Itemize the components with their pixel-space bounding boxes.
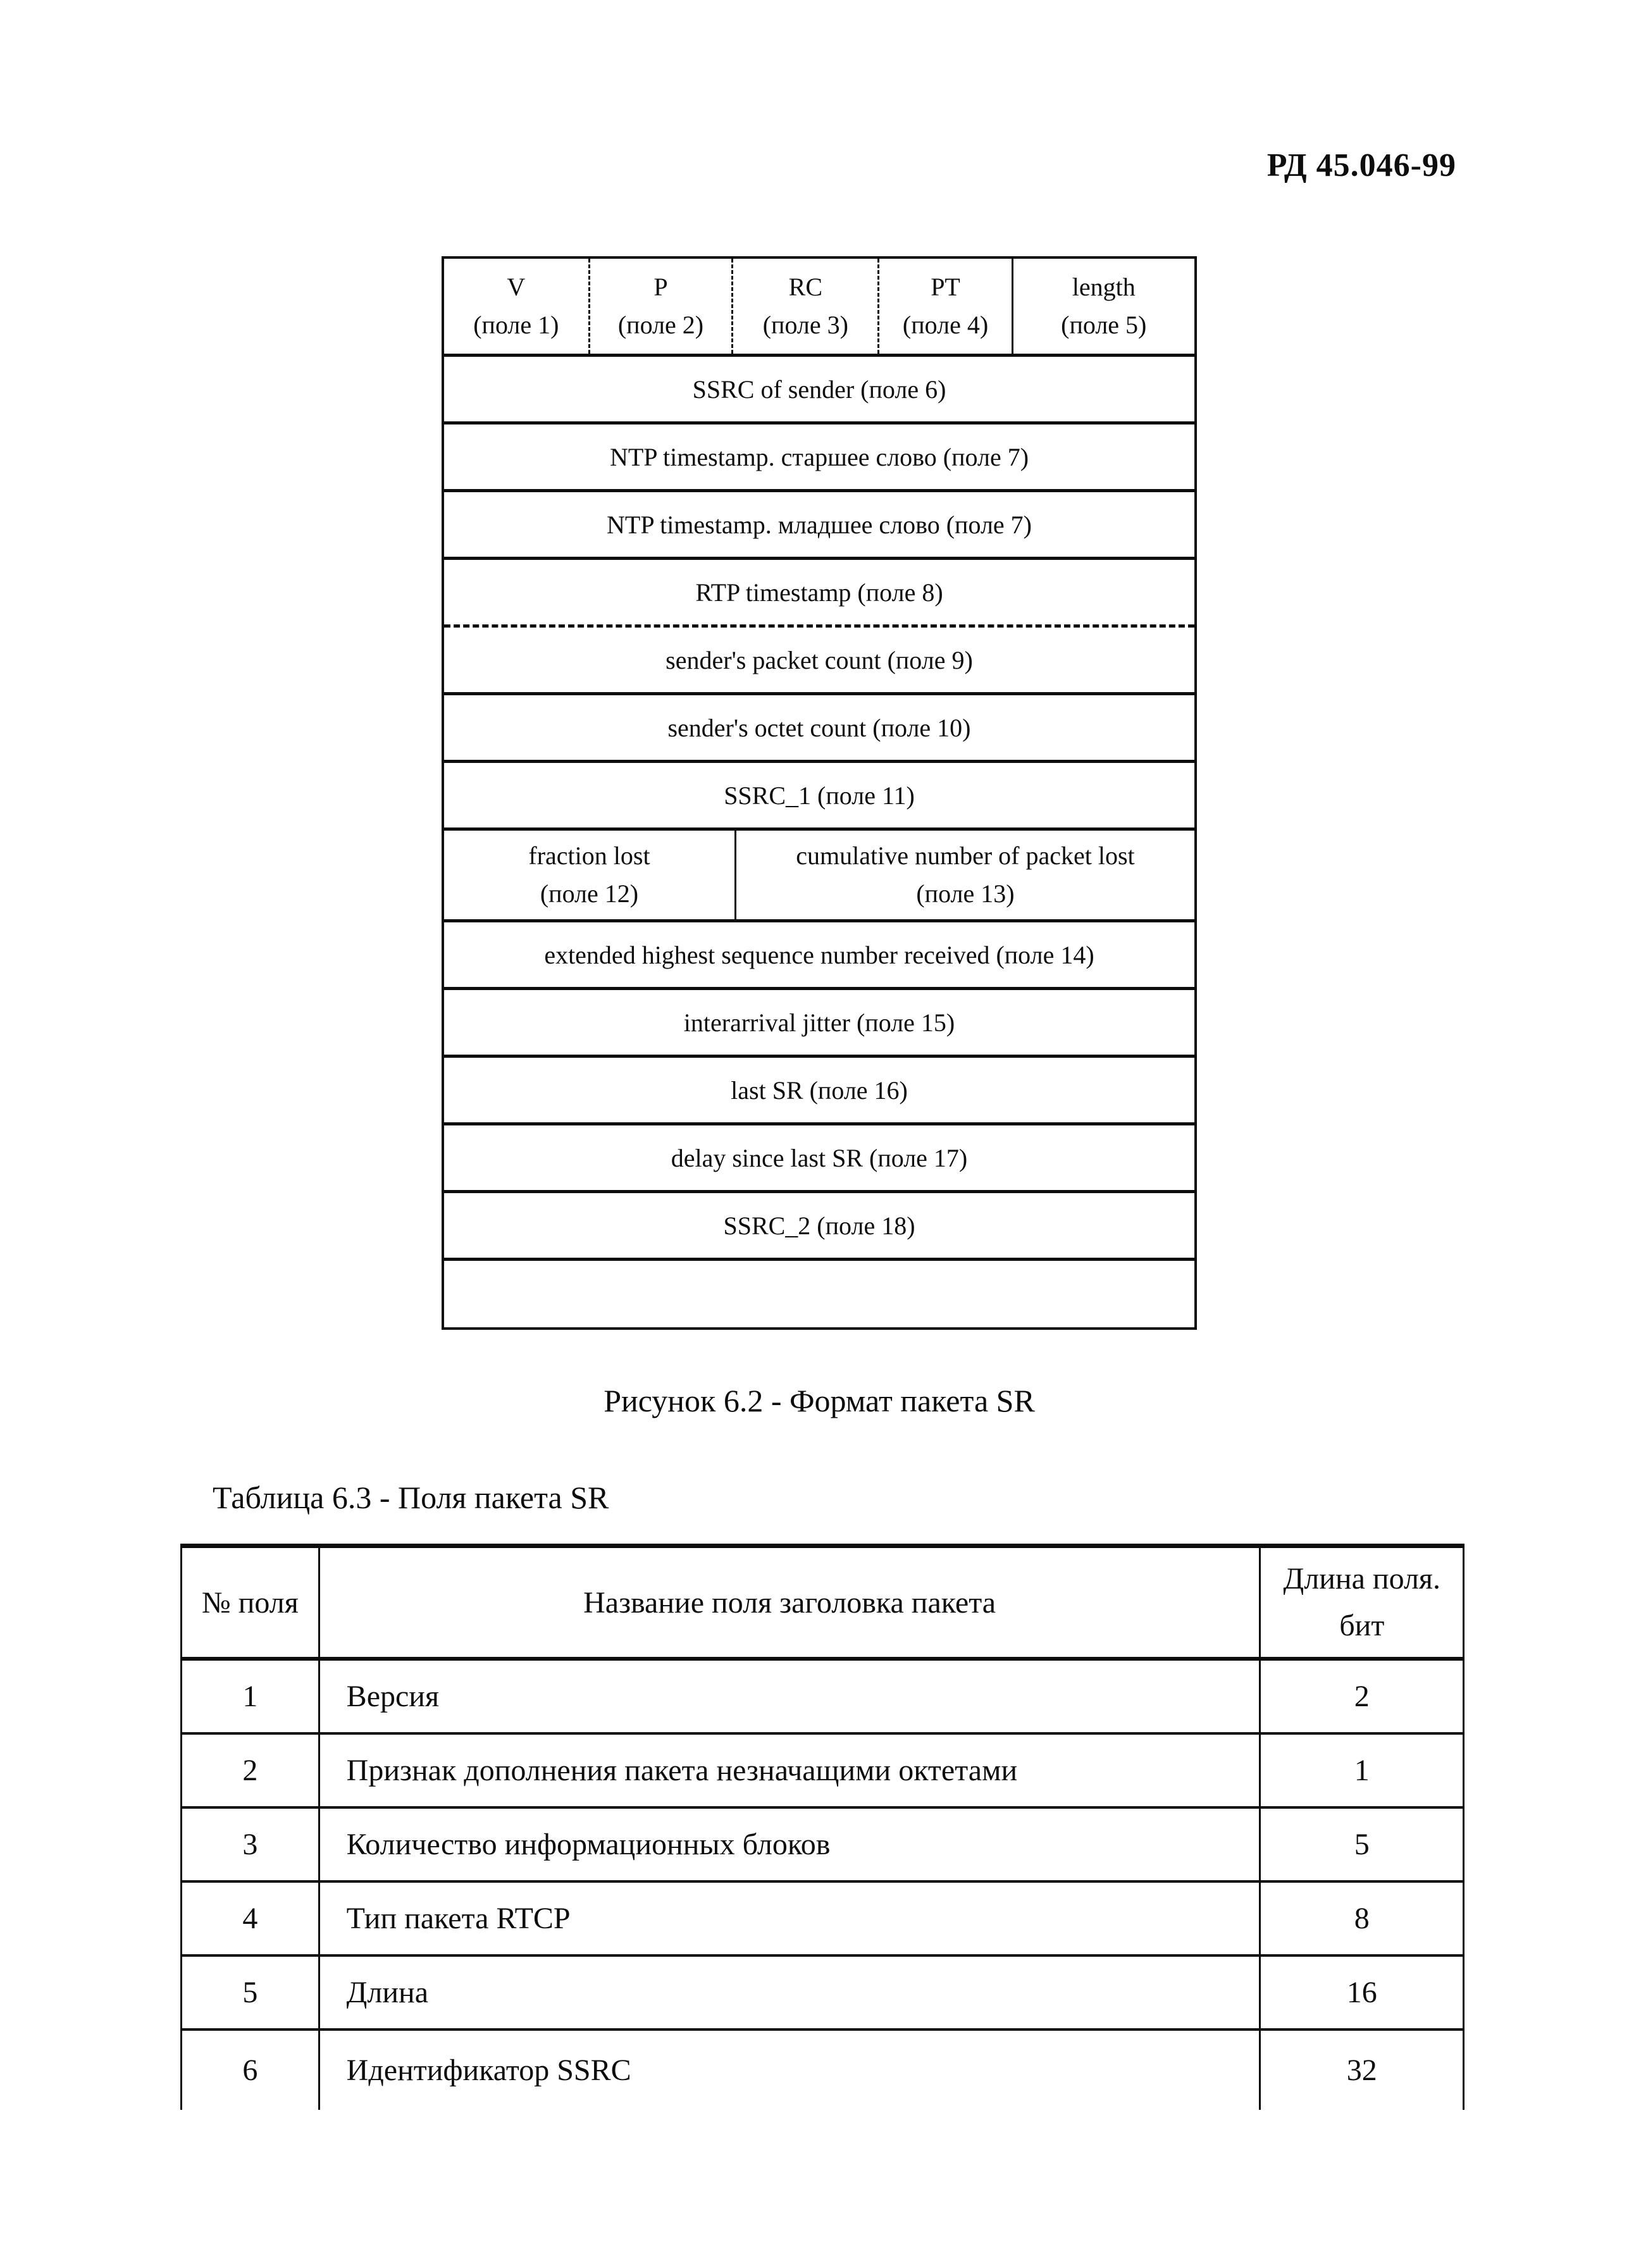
diagram-row-delay-since-last-sr: delay since last SR (поле 17) (444, 1122, 1194, 1190)
field-abbrev: V (507, 273, 526, 301)
table-title: Таблица 6.3 - Поля пакета SR (213, 1480, 609, 1515)
cell-field-name: Тип пакета RTCP (318, 1883, 1260, 1954)
cell-field-length: 2 (1259, 1661, 1463, 1732)
field-abbrev: length (1072, 273, 1136, 301)
table-row (182, 1957, 1463, 2031)
cell-label: fraction lost (528, 841, 650, 870)
cell-field-name: Количество информационных блоков (318, 1809, 1260, 1880)
diagram-cell-cumulative-packet-lost (734, 831, 1194, 919)
header-cell-field-length (1259, 1548, 1463, 1657)
cell-field-length: 1 (1259, 1735, 1463, 1806)
field-number: (поле 13) (916, 879, 1015, 908)
cell-field-length: 32 (1259, 2031, 1463, 2110)
diagram-row-ssrc-2: SSRC_2 (поле 18) (444, 1190, 1194, 1258)
field-number: (поле 4) (902, 311, 989, 339)
cell-field-length: 8 (1259, 1883, 1463, 1954)
field-cell-p (588, 259, 732, 354)
cell-field-name: Длина (318, 1957, 1260, 2028)
cell-field-number: 2 (242, 1754, 258, 1787)
diagram-row-loss-report (444, 827, 1194, 919)
diagram-row-ssrc-1: SSRC_1 (поле 11) (444, 760, 1194, 827)
field-number: (поле 1) (473, 311, 559, 339)
field-number: (поле 2) (617, 311, 704, 339)
header-length-line2: бит (1339, 1609, 1385, 1642)
diagram-row-senders-octet-count: sender's octet count (поле 10) (444, 692, 1194, 760)
sr-packet-fields-table (180, 1544, 1465, 2110)
diagram-header-row (444, 259, 1194, 354)
cell-field-name: Версия (318, 1661, 1260, 1732)
field-abbrev: RC (788, 273, 823, 301)
cell-field-number: 6 (242, 2054, 258, 2087)
cell-field-number: 4 (242, 1902, 258, 1935)
table-row (182, 1661, 1463, 1735)
field-cell-pt (877, 259, 1011, 354)
cell-field-name: Признак дополнения пакета незначащими октетами (318, 1735, 1260, 1806)
header-cell-field-name: Название поля заголовка пакета (318, 1548, 1260, 1657)
cell-field-name: Идентификатор SSRC (318, 2031, 1260, 2110)
field-abbrev: P (653, 273, 668, 301)
field-number: (поле 12) (540, 879, 639, 908)
diagram-row-ntp-timestamp-low: NTP timestamp. младшее слово (поле 7) (444, 489, 1194, 557)
field-cell-rc (731, 259, 877, 354)
cell-field-length: 16 (1259, 1957, 1463, 2028)
diagram-row-ntp-timestamp-high: NTP timestamp. старшее слово (поле 7) (444, 421, 1194, 489)
table-row (182, 1809, 1463, 1883)
diagram-row-senders-packet-count: sender's packet count (поле 9) (444, 624, 1194, 692)
cell-field-number: 5 (242, 1976, 258, 2009)
diagram-row-ssrc-of-sender: SSRC of sender (поле 6) (444, 354, 1194, 421)
diagram-cell-fraction-lost (444, 831, 734, 919)
table-row (182, 1883, 1463, 1957)
table-header-row (182, 1548, 1463, 1661)
doc-reference: РД 45.046-99 (1266, 147, 1456, 183)
field-cell-v (444, 259, 588, 354)
table-row (182, 2031, 1463, 2110)
diagram-row-interarrival-jitter: interarrival jitter (поле 15) (444, 987, 1194, 1055)
cell-field-number: 3 (242, 1828, 258, 1861)
field-abbrev: PT (931, 273, 960, 301)
cell-field-length: 5 (1259, 1809, 1463, 1880)
header-length-line1: Длина поля. (1283, 1561, 1440, 1596)
table-row (182, 1735, 1463, 1809)
header-cell-field-number: № поля (201, 1585, 299, 1620)
cell-label: cumulative number of packet lost (796, 841, 1135, 870)
field-number: (поле 3) (762, 311, 848, 339)
field-number: (поле 5) (1061, 311, 1147, 339)
cell-field-number: 1 (242, 1680, 258, 1713)
diagram-row-extended-highest-seq: extended highest sequence number received (поле 14) (444, 919, 1194, 987)
sr-packet-format-diagram (442, 256, 1197, 1330)
field-cell-length (1012, 259, 1194, 354)
diagram-row-empty (444, 1258, 1194, 1327)
diagram-row-rtp-timestamp: RTP timestamp (поле 8) (444, 557, 1194, 624)
figure-caption: Рисунок 6.2 - Формат пакета SR (604, 1383, 1035, 1418)
diagram-row-last-sr: last SR (поле 16) (444, 1055, 1194, 1122)
